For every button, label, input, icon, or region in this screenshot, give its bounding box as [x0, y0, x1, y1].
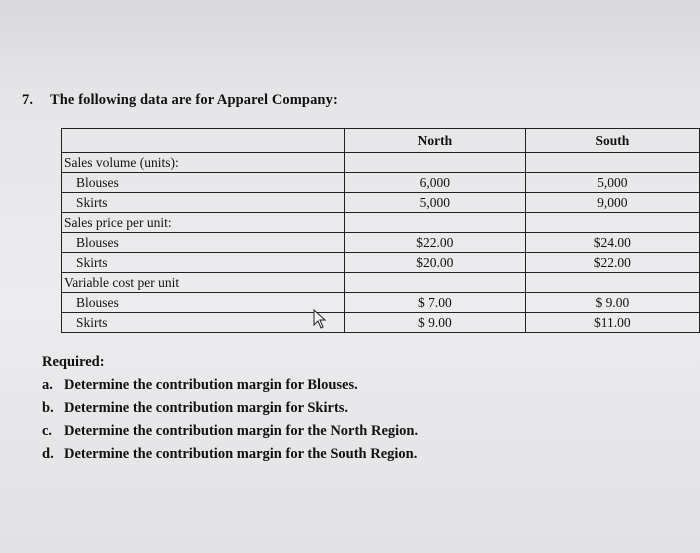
section-title: Sales volume (units):: [62, 153, 345, 173]
south-value: $22.00: [525, 253, 699, 273]
section-title: Sales price per unit:: [62, 213, 345, 233]
row-label: Blouses: [62, 293, 345, 313]
required-item: [42, 420, 418, 443]
required-item: [42, 374, 418, 397]
table-row: [62, 173, 700, 193]
north-value: $ 9.00: [344, 313, 525, 333]
north-value: 5,000: [344, 193, 525, 213]
item-letter: c.: [42, 423, 53, 439]
table-header-row: [62, 129, 700, 153]
row-label: Skirts: [62, 253, 345, 273]
row-label: Blouses: [62, 173, 345, 193]
item-letter: a.: [42, 377, 53, 393]
table-row: [62, 233, 700, 253]
item-letter: d.: [42, 446, 54, 462]
south-value: $11.00: [525, 313, 699, 333]
required-title: Required:: [42, 354, 105, 370]
section-row-sales-price: [62, 213, 700, 233]
item-letter: b.: [42, 400, 54, 416]
question-text: The following data are for Apparel Company:: [50, 92, 338, 108]
item-text: Determine the contribution margin for Blouses.: [64, 377, 358, 393]
required-item: [42, 397, 418, 420]
south-value: $24.00: [525, 233, 699, 253]
north-value: $22.00: [344, 233, 525, 253]
required-item: [42, 443, 418, 466]
required-section: [42, 354, 418, 466]
north-value: $20.00: [344, 253, 525, 273]
question-number: 7.: [22, 92, 34, 108]
north-value: $ 7.00: [344, 293, 525, 313]
table-row: [62, 313, 700, 333]
south-value: $ 9.00: [525, 293, 699, 313]
data-table: [61, 128, 700, 333]
item-text: Determine the contribution margin for Skirts.: [64, 400, 349, 416]
table-row: [62, 193, 700, 213]
header-south: South: [525, 129, 699, 153]
mouse-pointer-icon: [312, 309, 328, 329]
row-label: Skirts: [62, 193, 345, 213]
header-label-cell: [62, 129, 345, 153]
section-row-variable-cost: [62, 273, 700, 293]
question-heading: [22, 92, 338, 109]
table-row: [62, 293, 700, 313]
row-label: Skirts: [62, 313, 345, 333]
table-row: [62, 253, 700, 273]
item-text: Determine the contribution margin for the North Region.: [64, 423, 419, 439]
item-text: Determine the contribution margin for the South Region.: [64, 446, 418, 462]
south-value: 9,000: [525, 193, 699, 213]
north-value: 6,000: [344, 173, 525, 193]
section-row-sales-volume: [62, 153, 700, 173]
header-north: North: [344, 129, 525, 153]
section-title: Variable cost per unit: [62, 273, 345, 293]
row-label: Blouses: [62, 233, 345, 253]
south-value: 5,000: [525, 173, 699, 193]
